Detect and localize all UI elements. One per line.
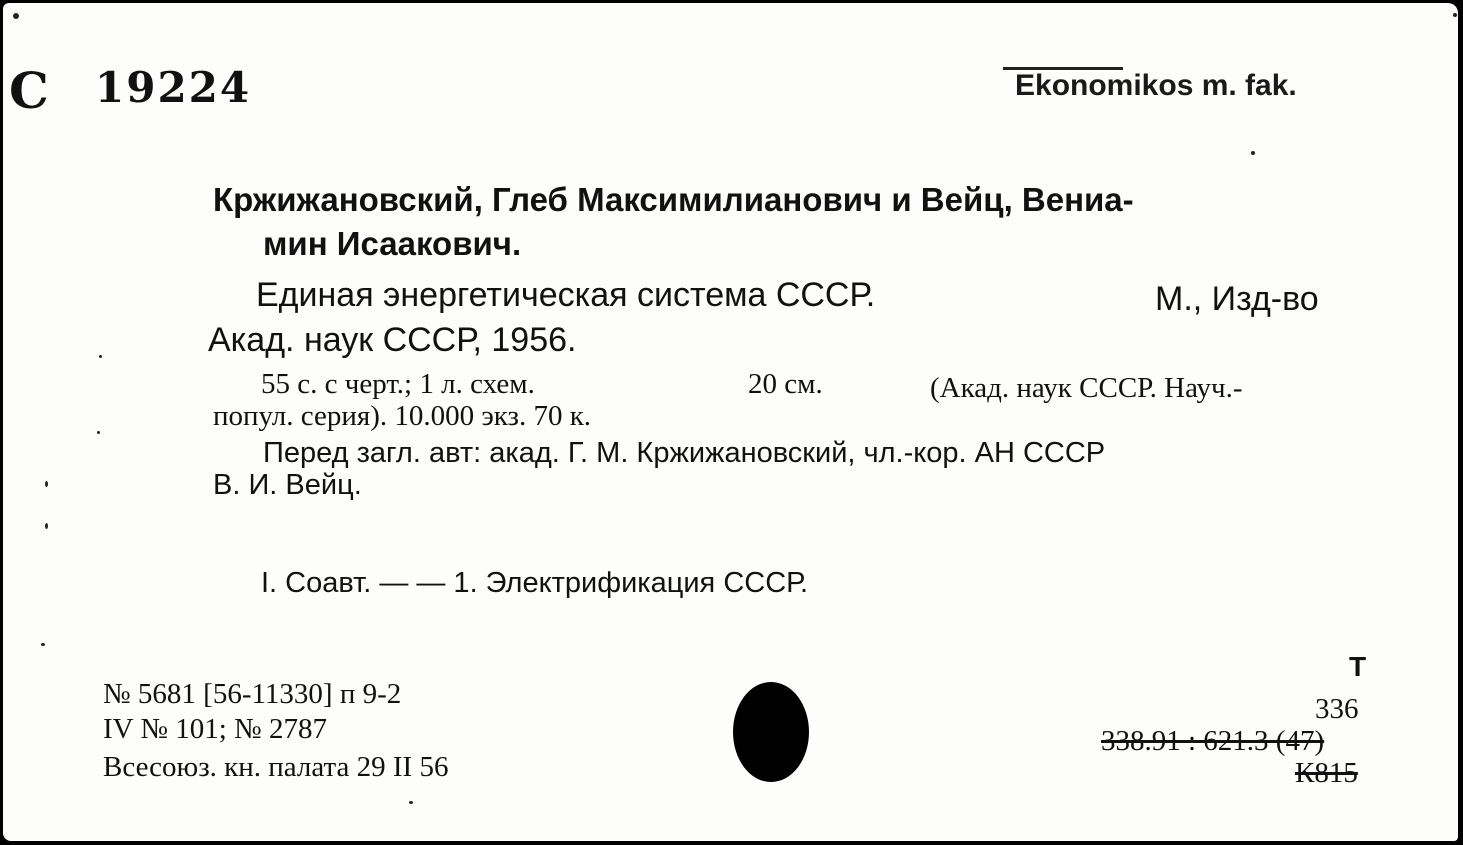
speck xyxy=(45,523,48,529)
speck xyxy=(1453,13,1457,17)
title-line1: Единая энергетическая система СССР. xyxy=(256,276,876,314)
speck xyxy=(45,481,48,487)
publisher-place: М., Изд-во xyxy=(1155,280,1319,318)
speck xyxy=(97,431,100,434)
title-line2: Акад. наук СССР, 1956. xyxy=(208,321,577,359)
speck xyxy=(409,801,413,804)
classification-old: 338.91 : 621.3 (47) xyxy=(1101,725,1325,757)
note-line1: Перед загл. авт: акад. Г. М. Кржижановский, чл.-кор. АН СССР xyxy=(263,437,1106,469)
speck xyxy=(1251,151,1255,155)
call-letter: C xyxy=(9,61,51,120)
speck xyxy=(41,643,45,646)
footer-registry: IV № 101; № 2787 xyxy=(103,713,327,745)
footer-mark: Т xyxy=(1349,651,1367,682)
footer-chamber: Всесоюз. кн. палата 29 II 56 xyxy=(103,751,449,783)
description-line2: попул. серия). 10.000 экз. 70 к. xyxy=(213,400,592,432)
author-mark: К815 xyxy=(1295,757,1358,789)
description-series: (Акад. наук СССР. Науч.- xyxy=(930,372,1243,404)
author-heading-line2: мин Исаакович. xyxy=(263,225,522,262)
library-stamp: Ekonomikos m. fak. xyxy=(1015,69,1297,102)
description-size: 20 см. xyxy=(748,368,823,400)
note-line2: В. И. Вейц. xyxy=(213,469,362,501)
tracings: I. Соавт. — — 1. Электрификация СССР. xyxy=(261,567,809,599)
description-extent: 55 с. с черт.; 1 л. схем. xyxy=(261,368,535,400)
speck xyxy=(99,355,102,358)
punch-hole xyxy=(733,682,809,782)
catalog-card xyxy=(3,3,1458,841)
classification-current: 336 xyxy=(1315,693,1359,725)
footer-record-number: № 5681 [56-11330] п 9-2 xyxy=(103,678,402,710)
call-number: 19224 xyxy=(95,63,252,112)
speck xyxy=(13,13,19,19)
author-heading-line1: Кржижановский, Глеб Максимилианович и Вейц, Вениа- xyxy=(213,181,1134,218)
